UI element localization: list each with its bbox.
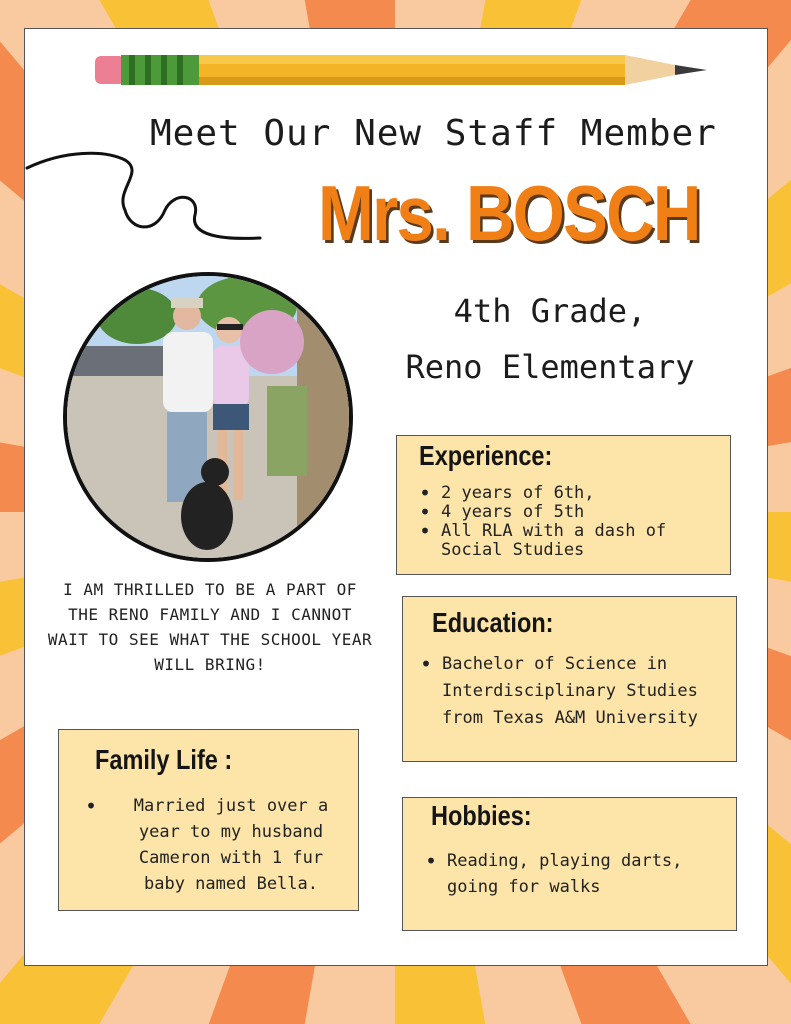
welcome-quote: I AM THRILLED TO BE A PART OF THE RENO FAMILY AND I CANNOT WAIT TO SEE WHAT THE SCHOOL YEAR WILL BRING! — [47, 580, 373, 674]
list-item: • Bachelor of Science in Interdisciplinary Studies from Texas A&M University — [418, 651, 730, 732]
family-life-list — [83, 793, 343, 897]
hobbies-box — [402, 797, 737, 931]
family-life-title: Family Life : — [95, 744, 233, 775]
list-item: • Reading, playing darts, going for walks — [423, 848, 723, 900]
experience-list — [417, 484, 717, 560]
role-text — [360, 283, 740, 395]
hobbies-list — [423, 848, 723, 900]
family-life-box — [58, 729, 359, 911]
headline: Meet Our New Staff Member — [150, 113, 717, 154]
education-title: Education: — [432, 607, 554, 638]
photo-illustration — [67, 276, 349, 558]
pencil-icon — [95, 50, 707, 92]
experience-title: Experience: — [419, 440, 553, 471]
experience-box — [396, 435, 731, 575]
role-school: Reno Elementary — [405, 348, 695, 386]
education-list — [418, 651, 730, 732]
teacher-name: Mrs. BOSCH — [318, 169, 700, 257]
list-item: • All RLA with a dash of Social Studies — [417, 522, 717, 560]
family-photo — [63, 272, 353, 562]
role-grade: 4th Grade, — [453, 292, 647, 330]
squiggle-doodle — [25, 150, 265, 250]
list-item: • 4 years of 5th — [417, 503, 717, 522]
list-item: • 2 years of 6th, — [417, 484, 717, 503]
hobbies-title: Hobbies: — [431, 800, 532, 831]
education-box — [402, 596, 737, 762]
list-item: • Married just over a year to my husband Cameron with 1 fur baby named Bella. — [83, 793, 343, 897]
